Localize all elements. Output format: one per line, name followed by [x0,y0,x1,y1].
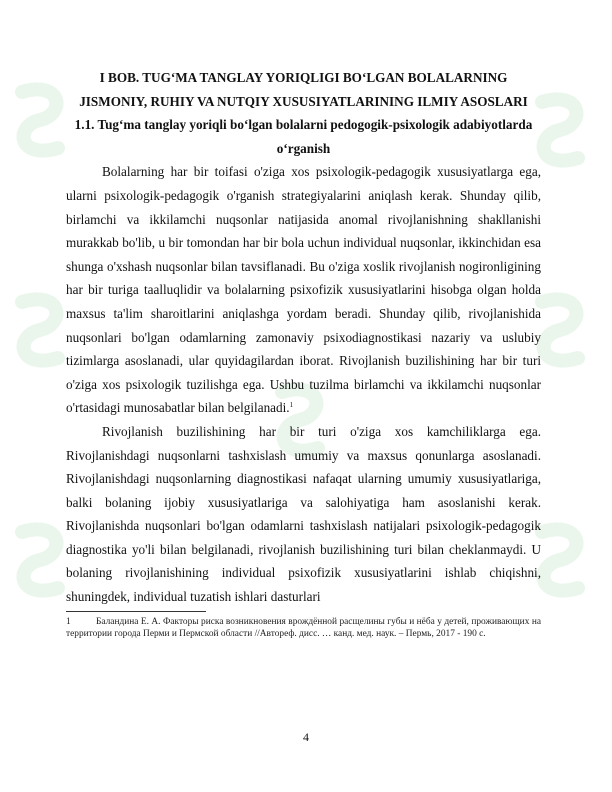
body-paragraph-2: Rivojlanish buzilishining har bir turi o'ziga xos kamchiliklarga ega. Rivojlanishdagi nuqsonlarni tashxislash umumiy va maxsus qonunlarga asoslanadi. Rivojlanishdagi nuqsonlarning diagnostikasi nafaqat ularning umumiy xususiyatlariga, balki bolaning ijobiy xususiyatlariga va salohiyatiga ham asoslanishi kerak. Rivojlanishda nuqsonlari bo'lgan odamlarni tashxislash natijalari psixologik-pedagogik diagnostika yo'li bilan belgilanadi, rivojlanish buzilishining turi bilan cheklanmaydi. U bolaning rivojlanishining individual psixofizik xususiyatlarini ishlab chiqishni, shuningdek, individual tuzatish ishlari dasturlari [66,423,541,605]
watermark-glyph [542,99,578,160]
footnote-text: Баландина Е. А. Факторы риска возникновения врождённой расщелины губы и нёба у детей, проживающих на территории города Перми и Пермской области //Автореф. дисс. … канд. мед. наук. – Пермь, 2017 - 190 с. [66,616,541,639]
chapter-title: I BOB. TUG‘MA TANGLAY YORIQLIGI BO‘LGAN BOLALARNING JISMONIY, RUHIY VA NUTQIY XUSUSIYATLARINING ILMIY ASOSLARI [79,70,528,109]
footnote-number: 1 [66,616,71,627]
footnote [66,616,541,640]
body-paragraph-1: Bolalarning har bir toifasi o'ziga xos psixologik-pedagogik xususiyatlarga ega, ularni psixologik-pedagogik o'rganish strategiyalarini aniqlash kerak. Shunday qilib, birlamchi va ikkilamchi nuqsonlar natijasida anomal rivojlanishning shakllanishi murakkab bo'lib, u bir tomondan har bir bola uchun individual nuqsonlar, ikkinchidan esa shunga o'xshash nuqsonlar bilan tavsiflanadi. Bu o'ziga xoslik rivojlanish nogironligining har bir turiga taalluqlidir va bolalarning psixofizik xususiyatlarini hisobga olgan holda maxsus ta'lim sharoitlarini aniqlashga yordam beradi. Shunday qilib, rivojlanishida nuqsonlari bo'lgan odamlarning zamonaviy psixodiagnostikasi nazariy va uslubiy tizimlarga asoslanadi, ular quyidagilardan iborat. Rivojlanish buzilishining har bir turi o'ziga xos psixologik tuzilishga ega. Ushbu tuzilma birlamchi va ikkilamchi nuqsonlar o'rtasidagi munosabatlar bilan belgilanadi.$^1$ [66,164,541,416]
watermark-glyph [22,89,58,150]
footnote-divider [66,611,206,612]
footnote-reference[interactable]: 1 [289,401,294,410]
watermark-glyph [22,529,58,590]
watermark-glyph [22,299,58,360]
document-page [66,66,541,640]
page-number: 4 [303,730,309,744]
watermark-glyph [542,529,578,590]
section-title: 1.1. Tug‘ma tanglay yoriqli bo‘lgan bolalarni pedogogik-psixologik adabiyotlarda o‘rganish [74,117,533,156]
watermark-glyph [542,299,578,360]
